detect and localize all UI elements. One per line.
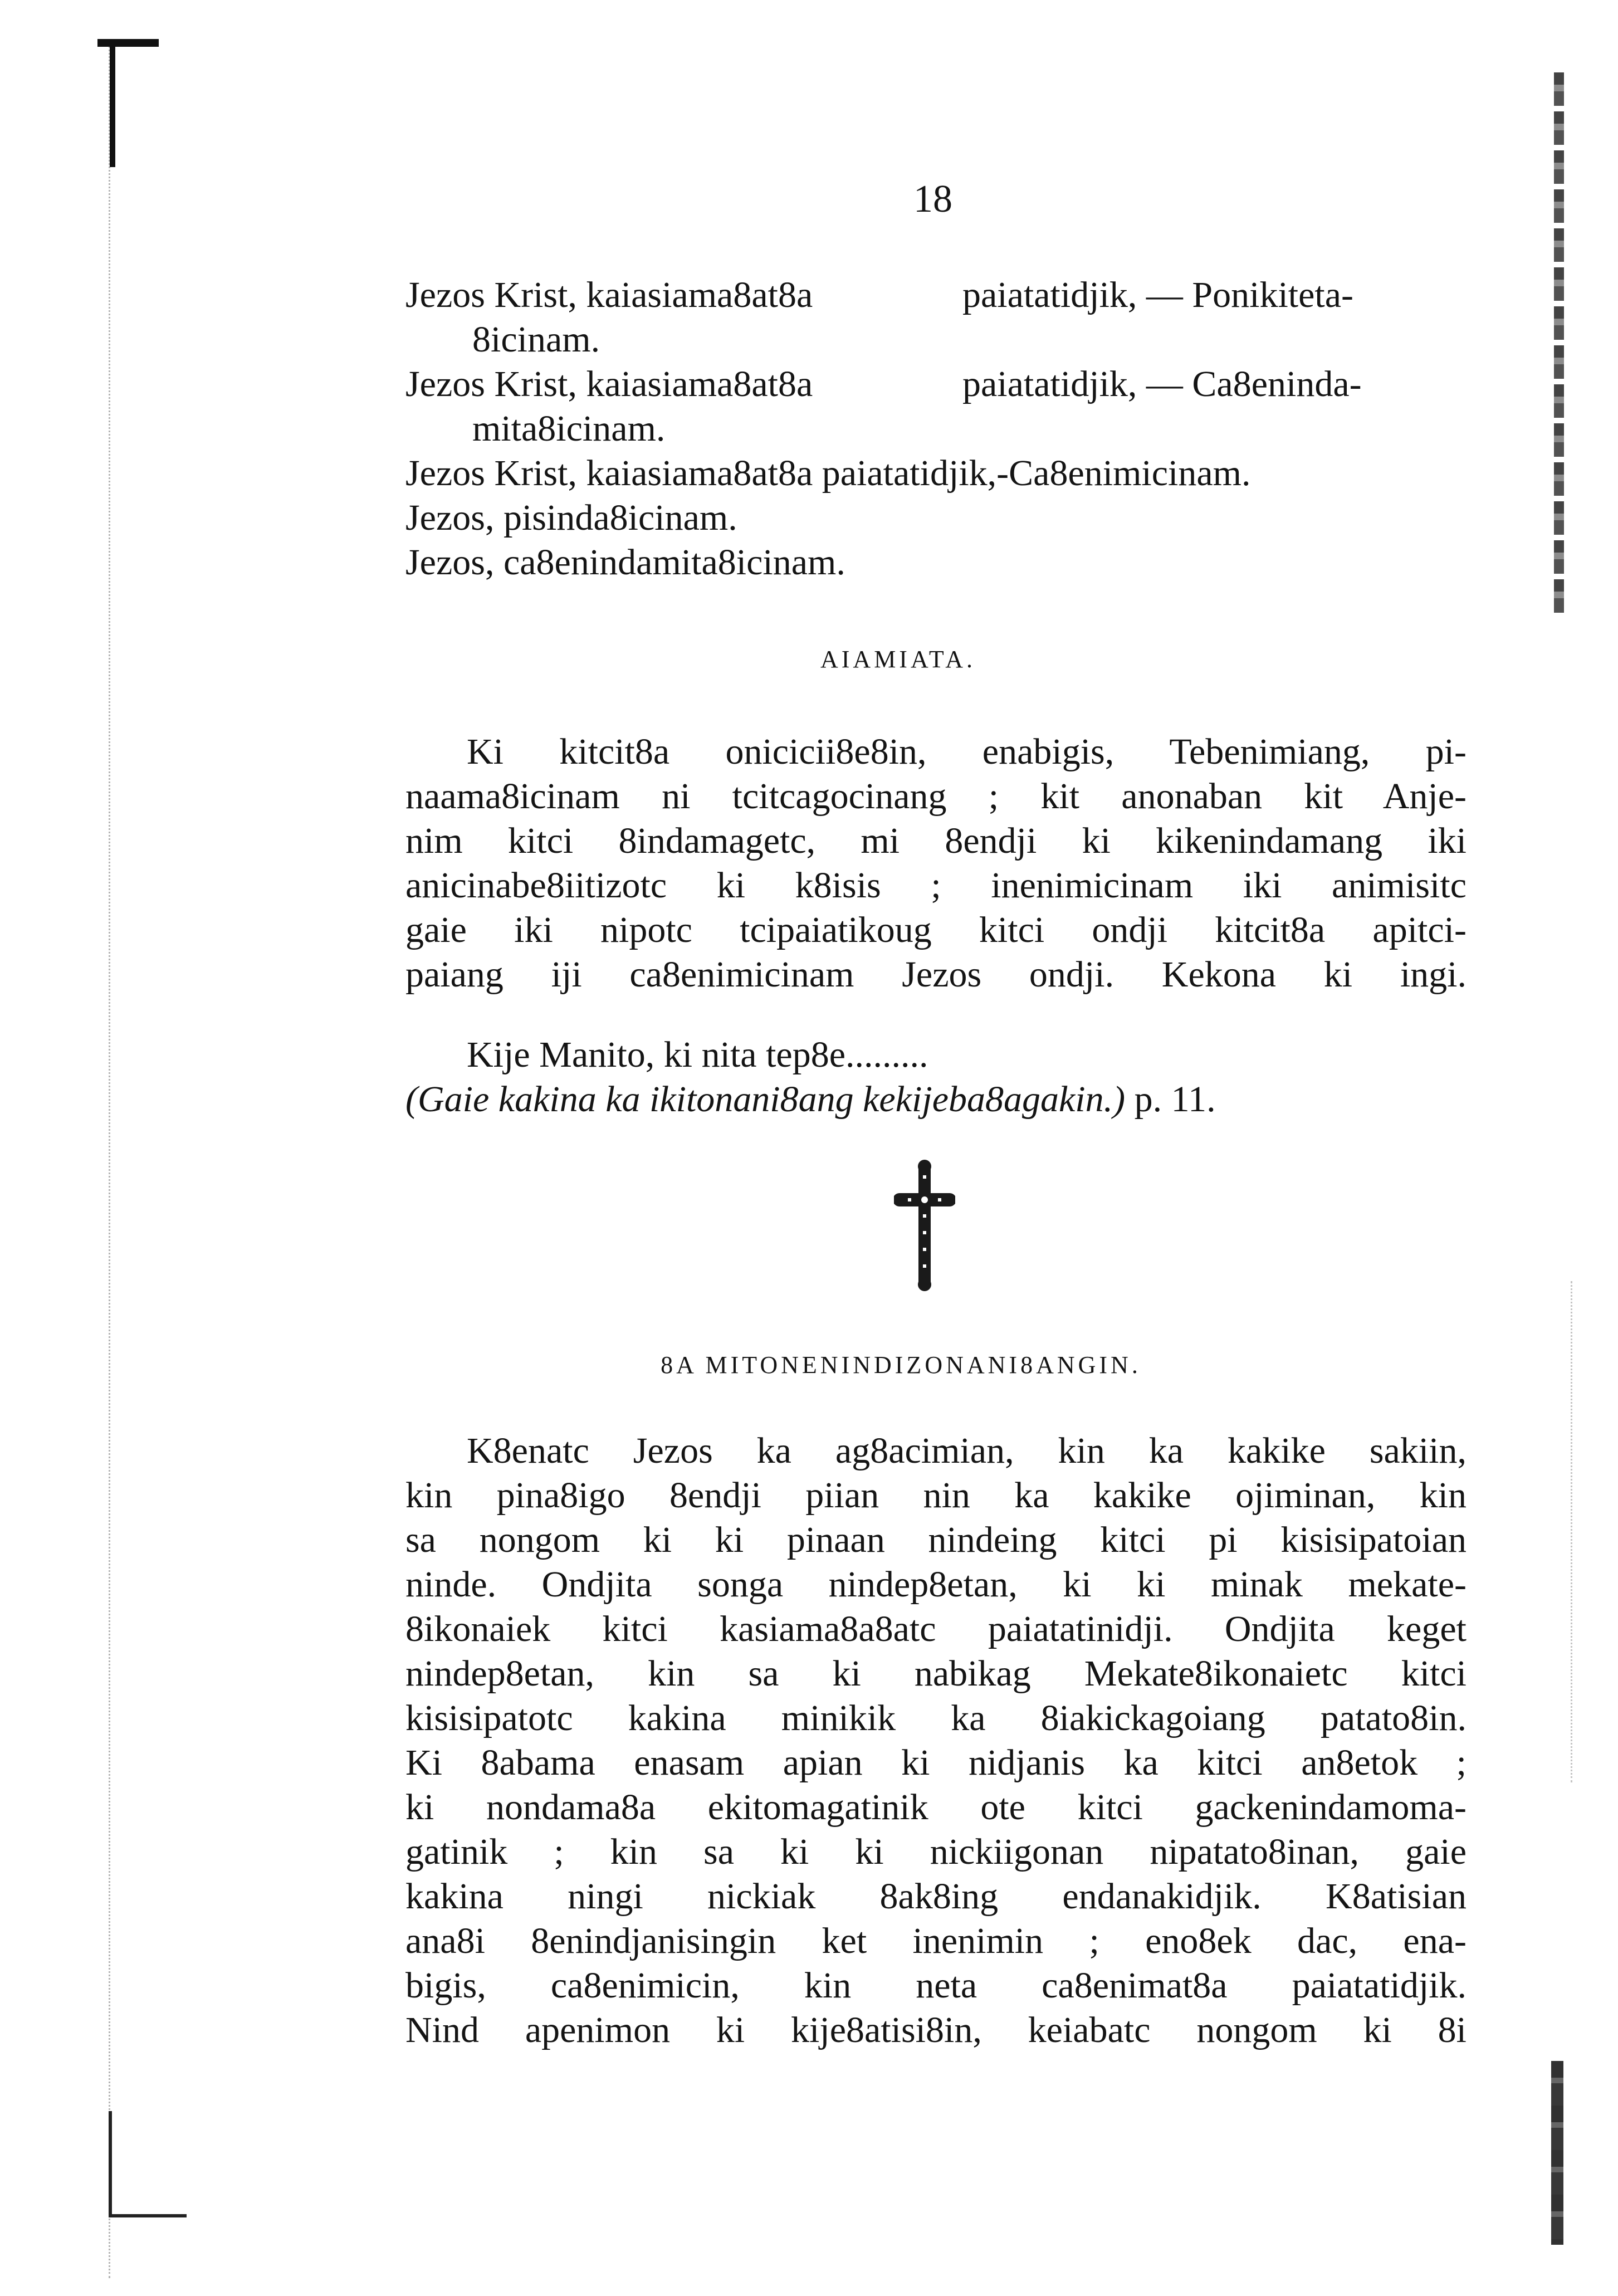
litany bbox=[405, 273, 1464, 585]
paragraph-line: sa nongom ki ki pinaan nindeing kitci pi kisisipatoian bbox=[405, 1520, 1467, 1560]
paragraph-meditation bbox=[405, 1429, 1467, 2053]
paragraph-line: paiang iji ca8enimicinam Jezos ondji. Kekona ki ingi. bbox=[405, 954, 1467, 995]
page-number: 18 bbox=[913, 178, 952, 221]
paragraph-line: K8enatc Jezos ka ag8acimian, kin ka kakike sakiin, bbox=[467, 1430, 1467, 1471]
litany-line bbox=[405, 362, 1464, 407]
paragraph-line: 8ikonaiek kitci kasiama8a8atc paiatatinidji. Ondjita keget bbox=[405, 1609, 1467, 1649]
scan-corner-mark-bottom bbox=[109, 2214, 187, 2217]
paragraph-line: Ki 8abama enasam apian ki nidjanis ka kitci an8etok ; bbox=[405, 1742, 1467, 1783]
paragraph-line: nim kitci 8indamagetc, mi 8endji ki kikenindamang iki bbox=[405, 820, 1467, 861]
paragraph-line: nindep8etan, kin sa ki nabikag Mekate8ikonaietc kitci bbox=[405, 1653, 1467, 1694]
litany-line: Jezos Krist, kaiasiama8at8a paiatatidjik,-Ca8enimicinam. bbox=[405, 453, 1251, 494]
litany-line bbox=[405, 273, 1464, 317]
paragraph-line: Ki kitcit8a onicicii8e8in, enabigis, Tebenimiang, pi- bbox=[467, 731, 1467, 772]
ornamental-cross-icon bbox=[894, 1159, 955, 1292]
litany-line-text: Jezos Krist, kaiasiama8at8a bbox=[405, 275, 813, 315]
prayer-rubric bbox=[405, 1077, 1467, 1122]
litany-line-text: Jezos Krist, kaiasiama8at8a bbox=[405, 364, 813, 404]
prayer-line: Kije Manito, ki nita tep8e......... bbox=[467, 1034, 928, 1075]
scan-corner-mark-bottom-vertical bbox=[109, 2111, 112, 2217]
section-heading-aiamiata: AIAMIATA. bbox=[820, 646, 976, 673]
paragraph-line: bigis, ca8enimicin, kin neta ca8enimat8a paiatatidjik. bbox=[405, 1965, 1467, 2006]
paragraph-line: kisisipatotc kakina minikik ka 8iakickagoiang patato8in. bbox=[405, 1698, 1467, 1738]
paragraph-line: Nind apenimon ki kije8atisi8in, keiabatc nongom ki 8i bbox=[405, 2010, 1467, 2050]
paragraph-line: ninde. Ondjita songa nindep8etan, ki ki minak mekate- bbox=[405, 1564, 1467, 1605]
litany-line-response: paiatatidjik, — Ponikiteta- bbox=[962, 275, 1354, 315]
section-heading-mitonenindizonani8angin: 8A MITONENINDIZONANI8ANGIN. bbox=[661, 1351, 1141, 1379]
litany-line: Jezos, ca8enindamita8icinam. bbox=[405, 542, 845, 583]
paragraph-line: ana8i 8enindjanisingin ket inenimin ; eno8ek dac, ena- bbox=[405, 1921, 1467, 1961]
paragraph-line: ki nondama8a ekitomagatinik ote kitci gackenindamoma- bbox=[405, 1787, 1467, 1828]
page-reference: p. 11. bbox=[1125, 1079, 1216, 1120]
scan-edge-right-bottom bbox=[1551, 2061, 1563, 2245]
litany-line-response: paiatatidjik, — Ca8eninda- bbox=[962, 364, 1362, 404]
scan-corner-mark-top-vertical bbox=[110, 39, 115, 167]
litany-line-continuation: 8icinam. bbox=[472, 319, 600, 360]
paragraph-line: naama8icinam ni tcitcagocinang ; kit anonaban kit Anje- bbox=[405, 776, 1467, 817]
prayer-reference bbox=[405, 1033, 1467, 1122]
scan-edge-left bbox=[109, 39, 115, 2278]
paragraph-line: anicinabe8iitizotc ki k8isis ; inenimicinam iki animisitc bbox=[405, 865, 1467, 906]
paragraph-line: kakina ningi nickiak 8ak8ing endanakidjik. K8atisian bbox=[405, 1876, 1467, 1917]
prayer-rubric-text: (Gaie kakina ka ikitonani8ang kekijeba8agakin.) bbox=[405, 1079, 1126, 1120]
scan-corner-mark-top bbox=[97, 39, 159, 47]
paragraph-prayer bbox=[405, 730, 1467, 997]
paragraph-line: kin pina8igo 8endji piian nin ka kakike ojiminan, kin bbox=[405, 1475, 1467, 1516]
scan-edge-right-top bbox=[1554, 72, 1564, 618]
litany-line-continuation: mita8icinam. bbox=[472, 408, 666, 449]
paragraph-line: gatinik ; kin sa ki ki nickiigonan nipatato8inan, gaie bbox=[405, 1831, 1467, 1872]
litany-line: Jezos, pisinda8icinam. bbox=[405, 497, 737, 538]
paragraph-line: gaie iki nipotc tcipaiatikoug kitci ondji kitcit8a apitci- bbox=[405, 910, 1467, 950]
